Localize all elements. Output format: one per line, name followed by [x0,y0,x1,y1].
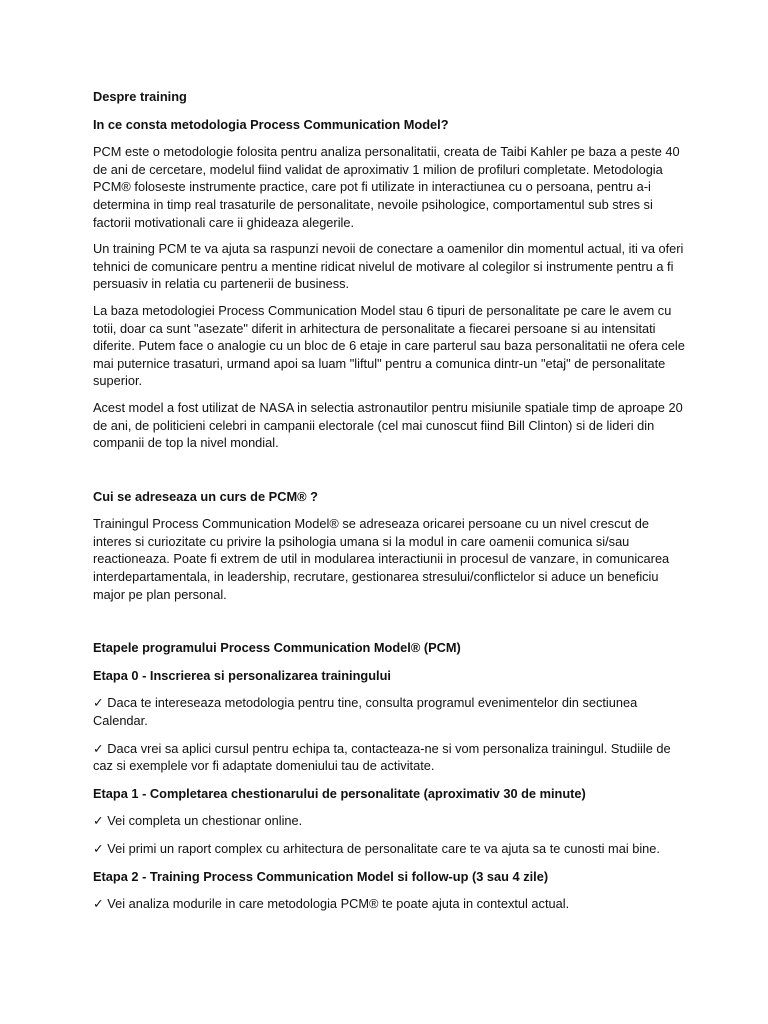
stage-0-heading: Etapa 0 - Inscrierea si personalizarea trainingului [93,667,391,683]
section-heading-methodology: In ce consta metodologia Process Communication Model? [93,116,449,132]
stage-1-heading: Etapa 1 - Completarea chestionarului de personalitate (aproximativ 30 de minute) [93,785,586,801]
section-heading-stages: Etapele programului Process Communication Model® (PCM) [93,640,461,656]
stage-0-item-1: ✓ Daca te intereseaza metodologia pentru tine, consulta programul evenimentelor din sectiunea Calendar. [93,694,688,729]
stage-2-heading: Etapa 2 - Training Process Communication Model si follow-up (3 sau 4 zile) [93,868,549,884]
section-heading-audience: Cui se adreseaza un curs de PCM® ? [93,488,318,504]
paragraph-pcm-definition: PCM este o metodologie folosita pentru analiza personalitatii, creata de Taibi Kahler pe baza a peste 40 de ani de cercetare, modelul fiind validat de aproximativ 1 milion de profiluri completate. Metodologia PCM® foloseste instrumente practice, care pot fi utilizate in interactiunea cu o persoana, pentru a-i determina in timp real trasaturile de personalitate, nevoile psihologice, comportamentul sub stres si factorii motivationali care ii ghideaza alegerile. [93,144,680,230]
document-body [93,88,688,913]
stage-0-item-2: ✓ Daca vrei sa aplici cursul pentru echipa ta, contacteaza-ne si vom personaliza trainingul. Studiile de caz si exemplele vor fi adaptate domeniului tau de activitate. [93,740,688,775]
stage-1-item-1: ✓ Vei completa un chestionar online. [93,812,688,830]
paragraph-personality-types: La baza metodologiei Process Communication Model stau 6 tipuri de personalitate pe care le avem cu totii, doar ca sunt "asezate" diferit in arhitectura de personalitate a fiecarei persoane si au intensitati diferite. Putem face o analogie cu un bloc de 6 etaje in care parterul sau baza personalitatii ne ofera cele mai puternice trasaturi, urmand apoi sa luam "liftul" pentru a comunica dintr-un "etaj" de personalitate superior. [93,302,685,389]
paragraph-training-benefits: Un training PCM te va ajuta sa raspunzi nevoii de conectare a oamenilor din momentul actual, iti va oferi tehnici de comunicare pentru a mentine ridicat nivelul de motivare al colegilor si instrumente pentru a fi persuasiv in relatia cu partenerii de business. [93,241,684,292]
stage-1-item-2: ✓ Vei primi un raport complex cu arhitectura de personalitate care te va ajuta sa te cunosti mai bine. [93,840,688,858]
paragraph-audience: Trainingul Process Communication Model® se adreseaza oricarei persoane cu un nivel crescut de interes si curiozitate cu privire la psihologia umana si la modul in care oamenii comunica si/sau reactioneaza. Poate fi extrem de util in modularea interactiunii in procesul de vanzare, in comunicarea interdepartamentala, in leadership, recrutare, gestionarea stresului/conflictelor si aduce un beneficiu major pe plan personal. [93,516,670,602]
stage-2-item-1: ✓ Vei analiza modurile in care metodologia PCM® te poate ajuta in contextul actual. [93,895,688,913]
document-title: Despre training [93,89,187,104]
paragraph-nasa-usage: Acest model a fost utilizat de NASA in selectia astronautilor pentru misiunile spatiale timp de aproape 20 de ani, de politicieni celebri in campanii electorale (cel mai cunoscut fiind Bill Clinton) si de lideri din companii de top la nivel mondial. [93,399,683,451]
